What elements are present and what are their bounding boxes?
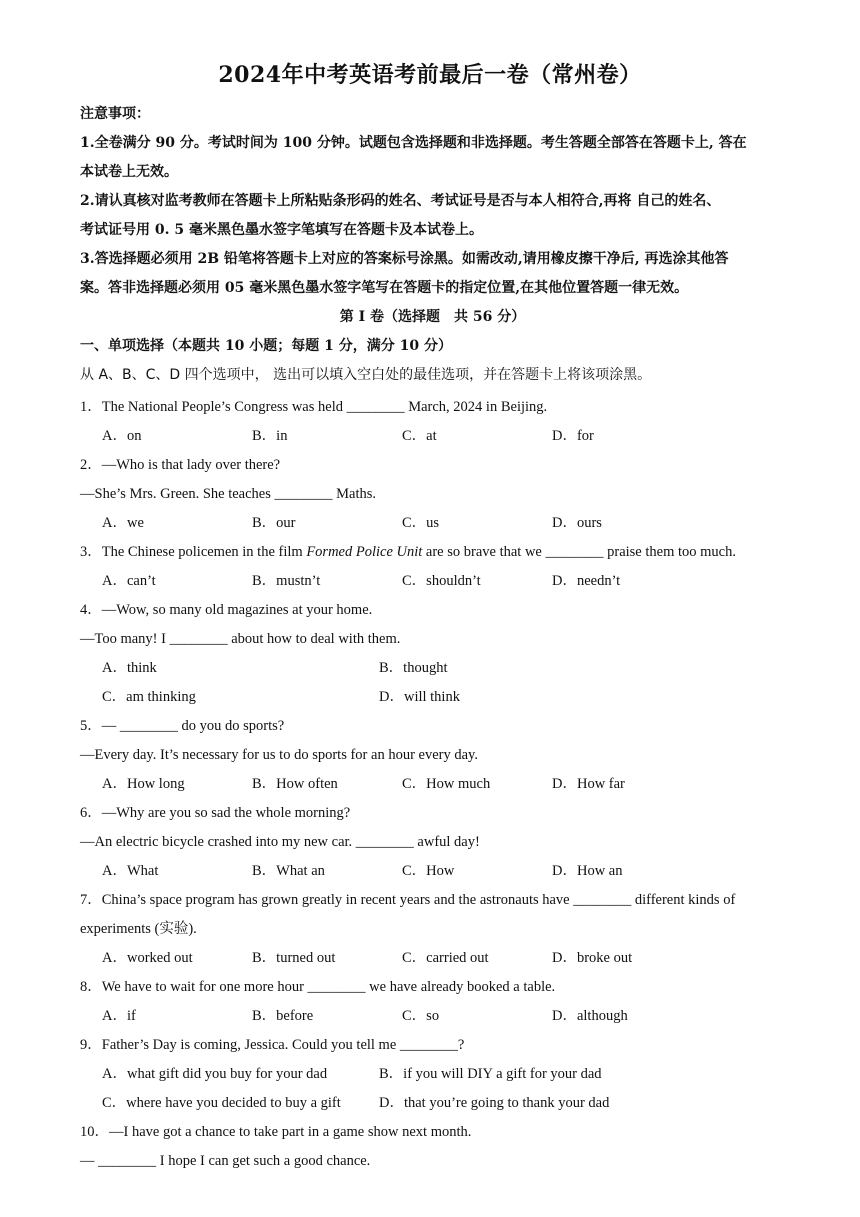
question-4-line: —Too many! I ________ about how to deal with them. [80,631,401,647]
option: C．so [402,1008,440,1024]
option: D．needn’t [552,573,621,589]
section-instruction: 从 A、B、C、D 四个选项中， 选出可以填入空白处的最佳选项，并在答题卡上将该项涂黑。 [80,367,652,383]
option: D．although [552,1008,628,1024]
part-title: 第 I 卷（选择题 共 56 分） [339,309,526,325]
notice-line: 案。答非选择题必须用 05 毫米黑色墨水签字笔写在答题卡的指定位置,在其他位置答题一律无效。 [80,280,689,296]
option: A．think [102,660,157,676]
option: B．before [252,1008,314,1024]
options-row [80,654,785,683]
question-5: 5．— ________ do you do sports? [80,718,285,734]
question-8: 8．We have to wait for one more hour ________ we have already booked a table. [80,979,556,995]
film-title: Formed Police Unit [306,544,423,560]
option: C．How [402,863,455,879]
options-row [80,1089,785,1118]
option: A．can’t [102,573,156,589]
notice-line: 1.全卷满分 90 分。考试时间为 100 分钟。试题包含选择题和非选择题。考生答题全部答在答题卡上, 答在 [80,135,747,151]
notice-line: 3.答选择题必须用 2B 铅笔将答题卡上对应的答案标号涂黑。如需改动,请用橡皮擦干净后, 再选涂其他答 [80,251,729,267]
section-heading: 一、单项选择（本题共 10 小题；每题 1 分，满分 10 分） [80,338,452,354]
option: D．broke out [552,950,633,966]
option: B．turned out [252,950,336,966]
options-row [80,1002,785,1031]
option: C．us [402,515,440,531]
options-row [80,422,785,451]
question-7: 7．China’s space program has grown greatly in recent years and the astronauts have ________ different kinds of [80,892,736,908]
options-row [80,567,785,596]
option: C．am thinking [102,689,196,705]
option: A．what gift did you buy for your dad [102,1066,328,1082]
options-row [80,1060,785,1089]
option: D．How an [552,863,623,879]
option: D．ours [552,515,602,531]
option: C．How much [402,776,491,792]
option: B．if you will DIY a gift for your dad [379,1066,602,1082]
question-3 [80,538,785,567]
option: D．for [552,428,594,444]
question-1: 1．The National People’s Congress was held ________ March, 2024 in Beijing. [80,399,548,415]
option: D．will think [379,689,460,705]
question-text: are so brave that we ________ praise them too much. [422,544,736,560]
question-2-line: —She’s Mrs. Green. She teaches ________ Maths. [80,486,376,502]
question-5-line: —Every day. It’s necessary for us to do sports for an hour every day. [80,747,478,763]
options-row [80,770,785,799]
options-row [80,857,785,886]
notice-heading: 注意事项： [80,106,150,122]
question-9: 9．Father’s Day is coming, Jessica. Could you tell me ________? [80,1037,465,1053]
exam-title: 2024年中考英语考前最后一卷（常州卷） [218,62,642,88]
notice-line: 考试证号用 0. 5 毫米黑色墨水签字笔填写在答题卡及本试卷上。 [80,222,483,238]
options-row [80,509,785,538]
option: B．What an [252,863,325,879]
option: C．at [402,428,437,444]
option: A．worked out [102,950,193,966]
option: D．How far [552,776,625,792]
question-10-line: — ________ I hope I can get such a good chance. [80,1153,371,1169]
option: C．shouldn’t [402,573,481,589]
question-6-line: —An electric bicycle crashed into my new car. ________ awful day! [80,834,480,850]
option: B．in [252,428,288,444]
question-text: 3．The Chinese policemen in the film [80,544,307,560]
question-4: 4．—Wow, so many old magazines at your home. [80,602,373,618]
option: A．if [102,1008,136,1024]
option: D．that you’re going to thank your dad [379,1095,610,1111]
option: A．we [102,515,144,531]
question-2: 2．—Who is that lady over there? [80,457,281,473]
option: C．carried out [402,950,489,966]
option: B．How often [252,776,338,792]
options-row [80,944,785,973]
option: B．thought [379,660,448,676]
option: A．on [102,428,142,444]
questions-section [80,393,785,1176]
option: B．mustn’t [252,573,321,589]
option: A．What [102,863,159,879]
question-10: 10．—I have got a chance to take part in a game show next month. [80,1124,472,1140]
notice-line: 本试卷上无效。 [80,164,178,180]
option: A．How long [102,776,185,792]
option: C．where have you decided to buy a gift [102,1095,341,1111]
notice-section [80,100,785,390]
question-6: 6．—Why are you so sad the whole morning? [80,805,351,821]
options-row [80,683,785,712]
question-7-line: experiments (实验). [80,921,197,937]
notice-line: 2.请认真核对监考教师在答题卡上所粘贴条形码的姓名、考试证号是否与本人相符合,再将 自己的姓名、 [80,193,721,209]
option: B．our [252,515,296,531]
